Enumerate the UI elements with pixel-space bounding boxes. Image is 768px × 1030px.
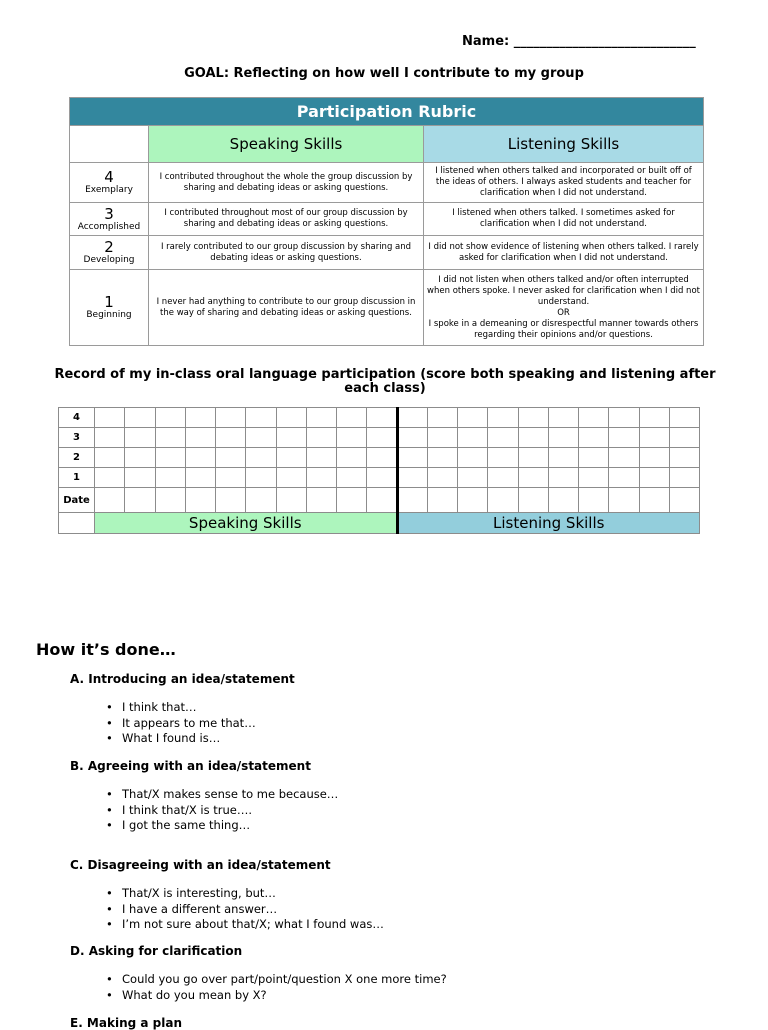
record-score-cell[interactable]: [337, 448, 367, 468]
rubric-level-cell: [70, 270, 149, 346]
rubric-speaking-desc: I rarely contributed to our group discussion by sharing and debating ideas or asking questions.: [149, 236, 424, 270]
record-score-cell[interactable]: [367, 448, 397, 468]
record-score-cell[interactable]: [669, 488, 699, 513]
record-score-cell[interactable]: [155, 408, 185, 428]
list-item: • What I found is…: [122, 731, 295, 747]
record-score-cell[interactable]: [548, 468, 578, 488]
record-grid-footer: [59, 513, 700, 534]
record-score-cell[interactable]: [337, 428, 367, 448]
record-score-cell[interactable]: [95, 428, 125, 448]
list-item: • I got the same thing…: [122, 818, 338, 834]
record-score-cell[interactable]: [579, 428, 609, 448]
rubric-listening-desc: I listened when others talked. I sometimes asked for clarification when I did not understand.: [424, 203, 704, 236]
record-score-cell[interactable]: [276, 488, 306, 513]
record-score-cell[interactable]: [397, 468, 427, 488]
rubric-score: 1: [104, 293, 114, 311]
record-score-cell[interactable]: [609, 428, 639, 448]
record-score-cell[interactable]: [639, 468, 669, 488]
record-score-cell[interactable]: [125, 428, 155, 448]
rubric-level-cell: [70, 203, 149, 236]
record-score-cell[interactable]: [427, 448, 457, 468]
record-score-cell[interactable]: [427, 488, 457, 513]
record-score-cell[interactable]: [488, 428, 518, 448]
record-score-cell[interactable]: [306, 488, 336, 513]
record-row-label: 2: [59, 448, 95, 468]
list-item: • I’m not sure about that/X; what I found was…: [122, 917, 384, 933]
rubric-listening-desc: I did not show evidence of listening when others talked. I rarely asked for clarification when I did not understand.: [424, 236, 704, 270]
list-item: • That/X makes sense to me because…: [122, 787, 338, 803]
record-score-cell[interactable]: [185, 408, 215, 428]
record-score-cell[interactable]: [579, 488, 609, 513]
rubric-row: [70, 203, 704, 236]
record-score-cell[interactable]: [155, 428, 185, 448]
rubric-score: 3: [104, 204, 114, 223]
rubric-header-speaking: Speaking Skills: [149, 126, 424, 163]
record-score-cell[interactable]: [306, 428, 336, 448]
record-row-label: Date: [59, 488, 95, 513]
record-score-cell[interactable]: [609, 488, 639, 513]
record-score-cell[interactable]: [458, 468, 488, 488]
record-score-cell[interactable]: [246, 408, 276, 428]
list-item: • What do you mean by X?: [122, 988, 447, 1004]
section-agreeing: [70, 759, 338, 834]
record-score-cell[interactable]: [337, 488, 367, 513]
record-score-cell[interactable]: [125, 468, 155, 488]
record-score-cell[interactable]: [579, 448, 609, 468]
record-grid-row: [59, 408, 700, 428]
record-score-cell[interactable]: [548, 488, 578, 513]
record-score-cell[interactable]: [669, 408, 699, 428]
record-score-cell[interactable]: [276, 408, 306, 428]
record-score-cell[interactable]: [125, 448, 155, 468]
record-score-cell[interactable]: [639, 428, 669, 448]
rubric-listening-or: OR: [557, 307, 570, 318]
record-score-cell[interactable]: [427, 428, 457, 448]
record-score-cell[interactable]: [185, 448, 215, 468]
rubric-header-listening: Listening Skills: [424, 126, 704, 163]
record-score-cell[interactable]: [95, 408, 125, 428]
record-grid-row: [59, 468, 700, 488]
record-score-cell[interactable]: [185, 488, 215, 513]
record-score-cell[interactable]: [488, 488, 518, 513]
record-grid-row: [59, 428, 700, 448]
sentence-starter-list: [70, 700, 295, 747]
record-score-cell[interactable]: [397, 488, 427, 513]
participation-rubric-table: [69, 97, 704, 346]
record-score-cell[interactable]: [458, 448, 488, 468]
record-score-cell[interactable]: [367, 488, 397, 513]
rubric-title: Participation Rubric: [70, 98, 704, 126]
record-score-cell[interactable]: [216, 408, 246, 428]
record-score-cell[interactable]: [246, 468, 276, 488]
record-score-cell[interactable]: [397, 428, 427, 448]
list-item: • I have a different answer…: [122, 902, 384, 918]
record-score-cell[interactable]: [639, 488, 669, 513]
rubric-row: [70, 163, 704, 203]
record-score-cell[interactable]: [246, 448, 276, 468]
record-score-cell[interactable]: [95, 488, 125, 513]
record-score-cell[interactable]: [276, 428, 306, 448]
rubric-level-name: Exemplary: [85, 185, 133, 195]
sentence-starter-list: [70, 787, 338, 834]
record-score-cell[interactable]: [216, 448, 246, 468]
rubric-level-name: Developing: [83, 255, 135, 265]
record-score-cell[interactable]: [306, 408, 336, 428]
record-score-cell[interactable]: [548, 428, 578, 448]
record-score-cell[interactable]: [216, 488, 246, 513]
record-score-cell[interactable]: [458, 488, 488, 513]
record-score-cell[interactable]: [609, 448, 639, 468]
rubric-row: [70, 270, 704, 346]
section-heading: D. Asking for clarification: [70, 944, 243, 958]
rubric-speaking-desc: I never had anything to contribute to our group discussion in the way of sharing and debating ideas or asking questions.: [149, 270, 424, 346]
rubric-score: 2: [104, 238, 114, 256]
record-row-label: 1: [59, 468, 95, 488]
record-score-cell[interactable]: [639, 448, 669, 468]
sentence-starter-list: [70, 972, 447, 1003]
rubric-speaking-desc: I contributed throughout most of our group discussion by sharing and debating ideas or asking questions.: [149, 203, 424, 236]
rubric-level-name: Accomplished: [77, 221, 141, 232]
record-score-cell[interactable]: [488, 408, 518, 428]
record-score-cell[interactable]: [397, 448, 427, 468]
record-score-cell[interactable]: [367, 408, 397, 428]
record-speaking-label: Speaking Skills: [95, 513, 398, 534]
record-score-cell[interactable]: [185, 468, 215, 488]
record-score-cell[interactable]: [306, 468, 336, 488]
record-score-cell[interactable]: [518, 408, 548, 428]
record-score-cell[interactable]: [337, 408, 367, 428]
record-score-cell[interactable]: [246, 488, 276, 513]
record-row-label: 4: [59, 408, 95, 428]
section-making-plan: [70, 1016, 182, 1030]
list-item: • Could you go over part/point/question X one more time?: [122, 972, 447, 988]
goal-statement: GOAL: Reflecting on how well I contribute to my group: [184, 66, 584, 81]
list-item: • I think that…: [122, 700, 295, 716]
rubric-row: [70, 236, 704, 270]
rubric-corner-cell: [70, 126, 149, 163]
how-its-done-heading: How it’s done…: [36, 640, 176, 659]
record-score-cell[interactable]: [609, 468, 639, 488]
record-score-cell[interactable]: [306, 448, 336, 468]
record-score-cell[interactable]: [155, 488, 185, 513]
record-score-cell[interactable]: [185, 428, 215, 448]
record-score-cell[interactable]: [488, 448, 518, 468]
record-score-cell[interactable]: [95, 468, 125, 488]
record-score-cell[interactable]: [246, 428, 276, 448]
name-field-label: Name: ____________________________: [462, 34, 696, 49]
record-score-cell[interactable]: [669, 448, 699, 468]
record-score-cell[interactable]: [427, 408, 457, 428]
record-score-cell[interactable]: [458, 428, 488, 448]
record-score-cell[interactable]: [95, 448, 125, 468]
record-score-cell[interactable]: [427, 468, 457, 488]
participation-record-title: Record of my in-class oral language participation (score both speaking and listening after each class): [54, 367, 716, 396]
section-heading: C. Disagreeing with an idea/statement: [70, 858, 331, 872]
record-score-cell[interactable]: [548, 448, 578, 468]
record-grid-row: [59, 448, 700, 468]
record-score-cell[interactable]: [367, 428, 397, 448]
record-score-cell[interactable]: [276, 448, 306, 468]
section-heading: A. Introducing an idea/statement: [70, 672, 295, 686]
record-score-cell[interactable]: [367, 468, 397, 488]
list-item: • It appears to me that…: [122, 716, 295, 732]
record-score-cell[interactable]: [548, 408, 578, 428]
list-item: • I think that/X is true….: [122, 803, 338, 819]
record-grid-row: [59, 488, 700, 513]
record-score-cell[interactable]: [518, 468, 548, 488]
record-score-cell[interactable]: [216, 468, 246, 488]
rubric-level-cell: [70, 163, 149, 203]
record-score-cell[interactable]: [488, 468, 518, 488]
record-score-cell[interactable]: [276, 468, 306, 488]
section-introducing: [70, 672, 295, 747]
record-score-cell[interactable]: [125, 488, 155, 513]
rubric-speaking-desc: I contributed throughout the whole the group discussion by sharing and debating ideas or asking questions.: [149, 163, 424, 203]
record-score-cell[interactable]: [337, 468, 367, 488]
rubric-score: 4: [104, 168, 114, 186]
record-listening-label: Listening Skills: [397, 513, 700, 534]
record-row-label: 3: [59, 428, 95, 448]
record-score-cell[interactable]: [397, 408, 427, 428]
record-score-cell[interactable]: [125, 408, 155, 428]
record-score-cell[interactable]: [669, 468, 699, 488]
record-score-cell[interactable]: [216, 428, 246, 448]
record-score-cell[interactable]: [579, 468, 609, 488]
rubric-level-cell: [70, 236, 149, 270]
record-footer-blank: [59, 513, 95, 534]
participation-record-grid: [58, 407, 700, 534]
rubric-listening-desc: [424, 270, 704, 346]
record-score-cell[interactable]: [518, 448, 548, 468]
record-score-cell[interactable]: [155, 468, 185, 488]
section-disagreeing: [70, 858, 384, 933]
rubric-listening-desc: I listened when others talked and incorporated or built off of the ideas of others. I always asked students and teacher for clarification when I did not understand.: [424, 163, 704, 203]
sentence-starter-list: [70, 886, 384, 933]
rubric-level-name: Beginning: [86, 310, 132, 320]
section-clarification: [70, 944, 447, 1003]
record-score-cell[interactable]: [518, 428, 548, 448]
rubric-listening-desc-alt: I spoke in a demeaning or disrespectful manner towards others regarding their opinions and/or questions.: [428, 318, 699, 340]
record-score-cell[interactable]: [579, 408, 609, 428]
list-item: • That/X is interesting, but…: [122, 886, 384, 902]
section-heading: E. Making a plan: [70, 1016, 182, 1030]
rubric-listening-desc-main: I did not listen when others talked and/or often interrupted when others spoke. I never asked for clarification when I did not understand.: [427, 274, 700, 307]
record-score-cell[interactable]: [669, 428, 699, 448]
record-score-cell[interactable]: [609, 408, 639, 428]
section-heading: B. Agreeing with an idea/statement: [70, 759, 311, 773]
record-score-cell[interactable]: [458, 408, 488, 428]
record-score-cell[interactable]: [518, 488, 548, 513]
record-score-cell[interactable]: [155, 448, 185, 468]
record-score-cell[interactable]: [639, 408, 669, 428]
